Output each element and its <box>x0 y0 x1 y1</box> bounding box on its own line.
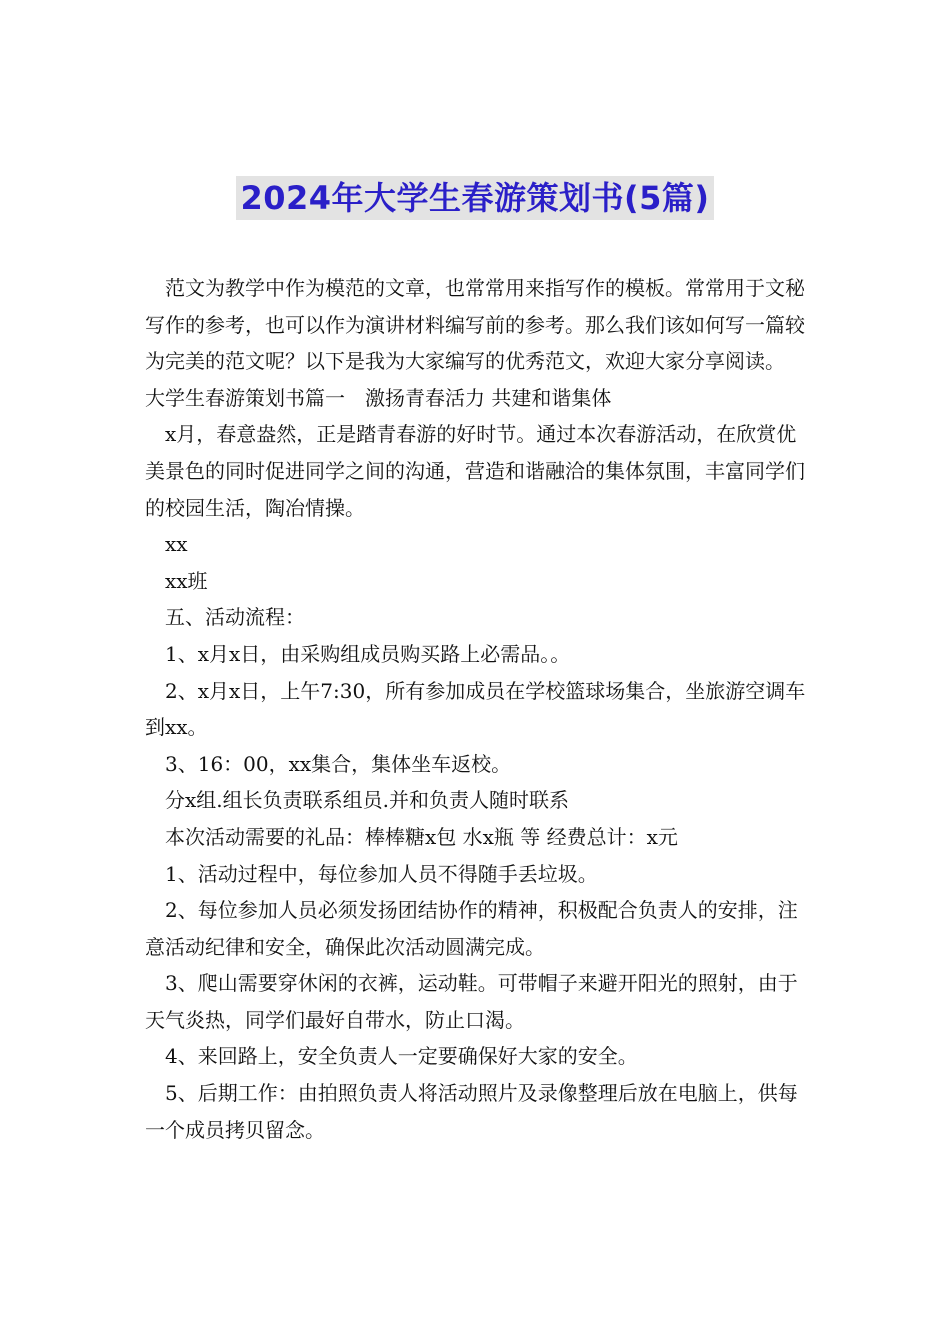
document-body <box>145 270 810 1148</box>
list-item: 2、每位参加人员必须发扬团结协作的精神，积极配合负责人的安排，注意活动纪律和安全，确保此次活动圆满完成。 <box>145 898 798 959</box>
list-item: 2、x月x日，上午7:30，所有参加成员在学校篮球场集合，坐旅游空调车到xx。 <box>145 678 806 740</box>
list-item: 1、x月x日，由采购组成员购买路上必需品。。 <box>145 641 571 666</box>
subsection-heading: 五、活动流程： <box>145 605 305 630</box>
section-heading: 大学生春游策划书篇一 激扬青春活力 共建和谐集体 <box>145 385 612 410</box>
body-paragraph: 本次活动需要的礼品：棒棒糖x包 水x瓶 等 经费总计：x元 <box>145 824 678 849</box>
body-paragraph: 分x组.组长负责联系组员.并和负责人随时联系 <box>145 788 569 813</box>
body-paragraph: xx <box>145 532 188 557</box>
title-container <box>0 176 950 220</box>
list-item: 5、后期工作：由拍照负责人将活动照片及录像整理后放在电脑上，供每一个成员拷贝留念。 <box>145 1081 798 1142</box>
list-item: 3、爬山需要穿休闲的衣裤，运动鞋。可带帽子来避开阳光的照射，由于天气炎热，同学们最好自带水，防止口渴。 <box>145 971 798 1032</box>
list-item: 3、16：00，xx集合，集体坐车返校。 <box>145 751 512 776</box>
body-paragraph: xx班 <box>145 568 208 593</box>
intro-paragraph: 范文为教学中作为模范的文章，也常常用来指写作的模板。常常用于文秘写作的参考，也可以作为演讲材料编写前的参考。那么我们该如何写一篇较为完美的范文呢？以下是我为大家编写的优秀范文，欢迎大家分享阅读。 <box>145 276 805 374</box>
document-title: 2024年大学生春游策划书(5篇) <box>236 176 713 220</box>
list-item: 1、活动过程中，每位参加人员不得随手丢垃圾。 <box>145 861 598 886</box>
body-paragraph: x月，春意盎然，正是踏青春游的好时节。通过本次春游活动，在欣赏优美景色的同时促进同学之间的沟通，营造和谐融洽的集体氛围，丰富同学们的校园生活，陶冶情操。 <box>145 422 805 520</box>
list-item: 4、来回路上，安全负责人一定要确保好大家的安全。 <box>145 1044 638 1069</box>
